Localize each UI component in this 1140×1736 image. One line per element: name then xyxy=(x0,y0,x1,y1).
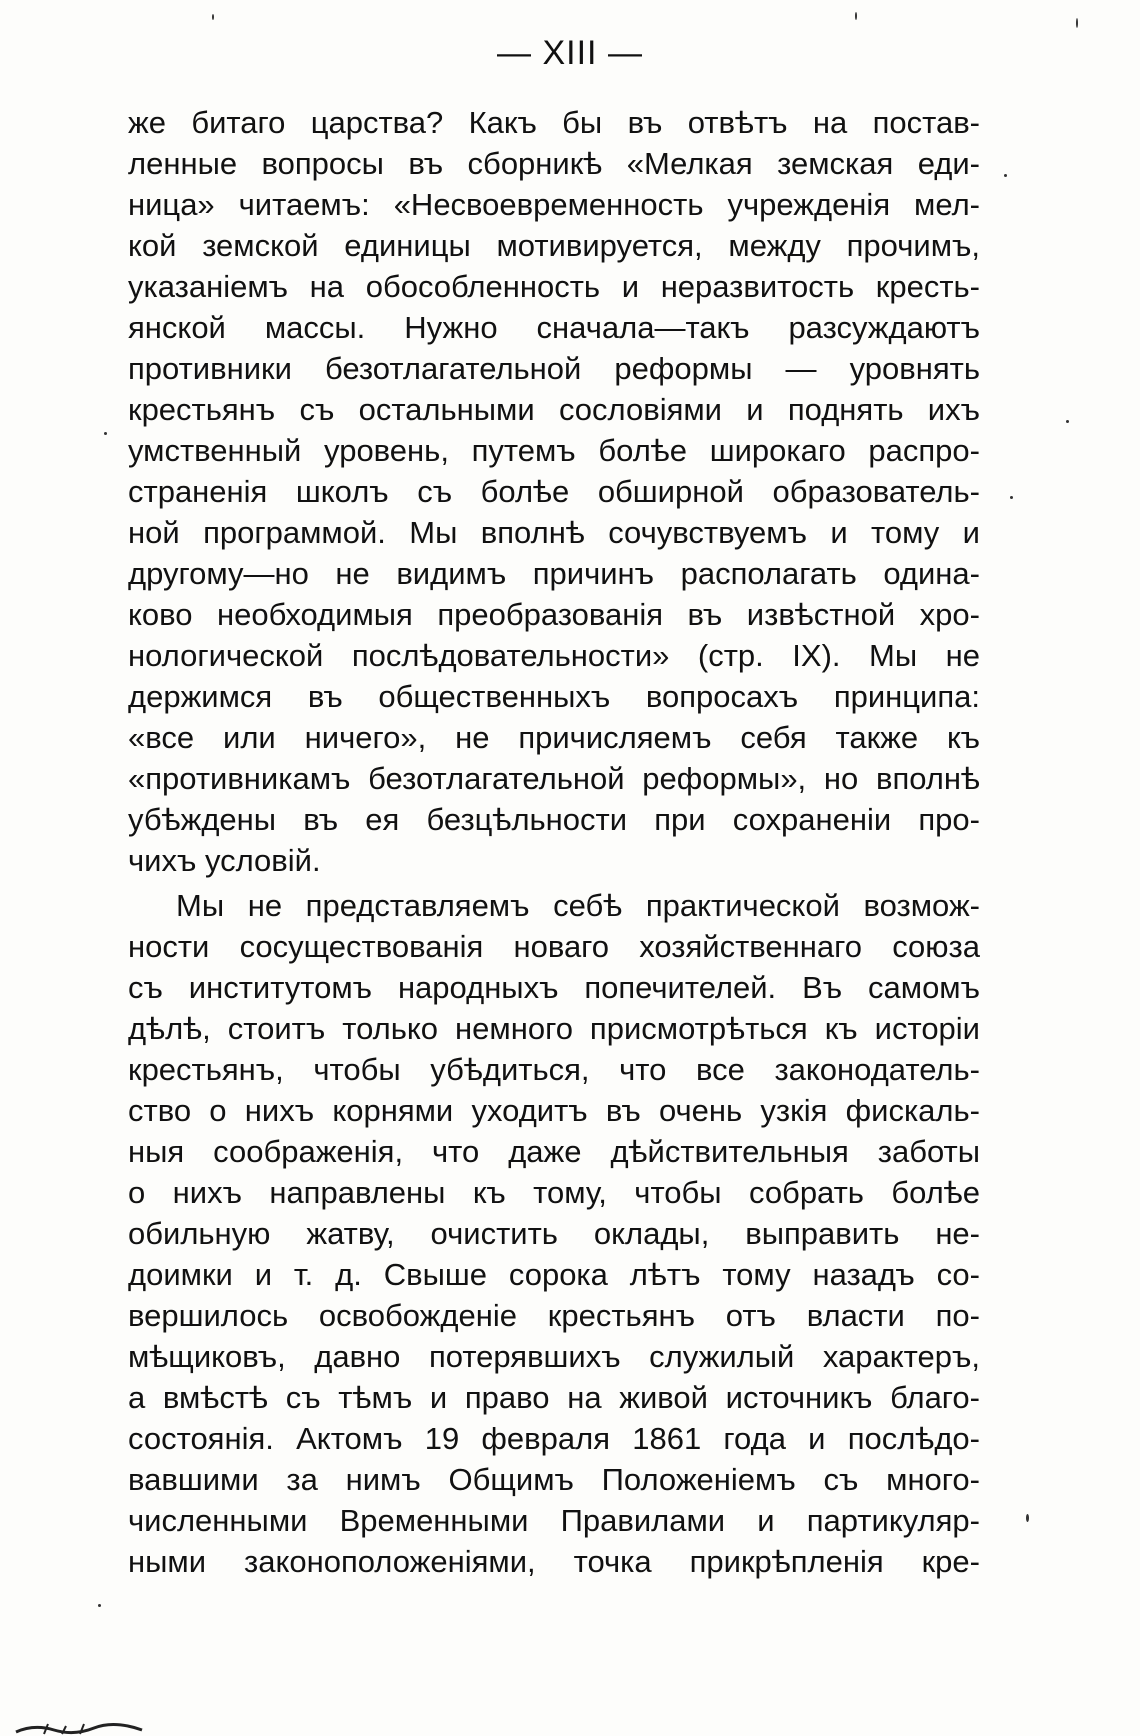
text-line: обильную жатву, очистить оклады, выправить не- xyxy=(128,1216,980,1251)
text-line: Мы не представляемъ себѣ практической возмож- xyxy=(176,888,980,923)
paragraph-2 xyxy=(128,885,980,1582)
scan-speck xyxy=(1076,18,1078,28)
scan-speck xyxy=(1010,496,1013,499)
text-line: крестьянъ съ остальными сословіями и поднять ихъ xyxy=(128,392,980,427)
text-line: состоянія. Актомъ 19 февраля 1861 года и послѣдо- xyxy=(128,1421,980,1456)
text-line: держимся въ общественныхъ вопросахъ принципа: xyxy=(128,679,980,714)
scan-speck xyxy=(98,1604,101,1607)
text-line: ныя соображенія, что даже дѣйствительныя заботы xyxy=(128,1134,980,1169)
text-line: дѣлѣ, стоитъ только немного присмотрѣться къ исторіи xyxy=(128,1011,980,1046)
text-line: умственный уровень, путемъ болѣе широкаго распро- xyxy=(128,433,980,468)
scan-edge-mark xyxy=(14,1718,144,1736)
text-line: ство о нихъ корнями уходитъ въ очень узкія фискаль- xyxy=(128,1093,980,1128)
text-line: съ институтомъ народныхъ попечителей. Въ самомъ xyxy=(128,970,980,1005)
text-line: противники безотлагательной реформы — уровнять xyxy=(128,351,980,386)
text-line: нологической послѣдовательности» (стр. IX). Мы не xyxy=(128,638,980,673)
paragraph-1 xyxy=(128,102,980,881)
scan-speck xyxy=(212,14,214,20)
text-line: о нихъ направлены къ тому, чтобы собрать болѣе xyxy=(128,1175,980,1210)
text-line: ленные вопросы въ сборникѣ «Мелкая земская еди- xyxy=(128,146,980,181)
scan-speck xyxy=(1004,174,1007,177)
scan-speck xyxy=(1066,420,1069,423)
text-line: а вмѣстѣ съ тѣмъ и право на живой источникъ благо- xyxy=(128,1380,980,1415)
text-line: янской массы. Нужно сначала—такъ разсуждаютъ xyxy=(128,310,980,345)
page-number: — XIII — xyxy=(497,34,643,72)
text-line: ными законоположеніями, точка прикрѣпленія кре- xyxy=(128,1544,980,1579)
text-line: же битаго царства? Какъ бы въ отвѣтъ на постав- xyxy=(128,105,980,140)
text-line: вавшими за нимъ Общимъ Положеніемъ съ много- xyxy=(128,1462,980,1497)
scan-speck xyxy=(1026,1514,1029,1522)
text-line: численными Временными Правилами и партикуляр- xyxy=(128,1503,980,1538)
text-line: «противникамъ безотлагательной реформы», но вполнѣ xyxy=(128,761,980,796)
text-line: ности сосуществованія новаго хозяйственнаго союза xyxy=(128,929,980,964)
text-line: убѣждены въ ея безцѣльности при сохраненіи про- xyxy=(128,802,980,837)
text-line: вершилось освобожденіе крестьянъ отъ власти по- xyxy=(128,1298,980,1333)
text-line: страненія школъ съ болѣе обширной образователь- xyxy=(128,474,980,509)
text-line: мѣщиковъ, давно потерявшихъ служилый характеръ, xyxy=(128,1339,980,1374)
text-line: «все или ничего», не причисляемъ себя также къ xyxy=(128,720,980,755)
text-line: чихъ условій. xyxy=(128,843,321,878)
text-line: ница» читаемъ: «Несвоевременность учрежденія мел- xyxy=(128,187,980,222)
text-line: доимки и т. д. Свыше сорока лѣтъ тому назадъ со- xyxy=(128,1257,980,1292)
text-line: другому—но не видимъ причинъ располагать одина- xyxy=(128,556,980,591)
scan-speck xyxy=(855,12,857,20)
scan-speck xyxy=(104,432,107,435)
body-text xyxy=(128,102,980,1582)
text-line: ково необходимыя преобразованія въ извѣстной хро- xyxy=(128,597,980,632)
text-line: ной программой. Мы вполнѣ сочувствуемъ и тому и xyxy=(128,515,980,550)
text-line: указаніемъ на обособленность и неразвитость кресть- xyxy=(128,269,980,304)
text-line: кой земской единицы мотивируется, между прочимъ, xyxy=(128,228,980,263)
text-line: крестьянъ, чтобы убѣдиться, что все законодатель- xyxy=(128,1052,980,1087)
